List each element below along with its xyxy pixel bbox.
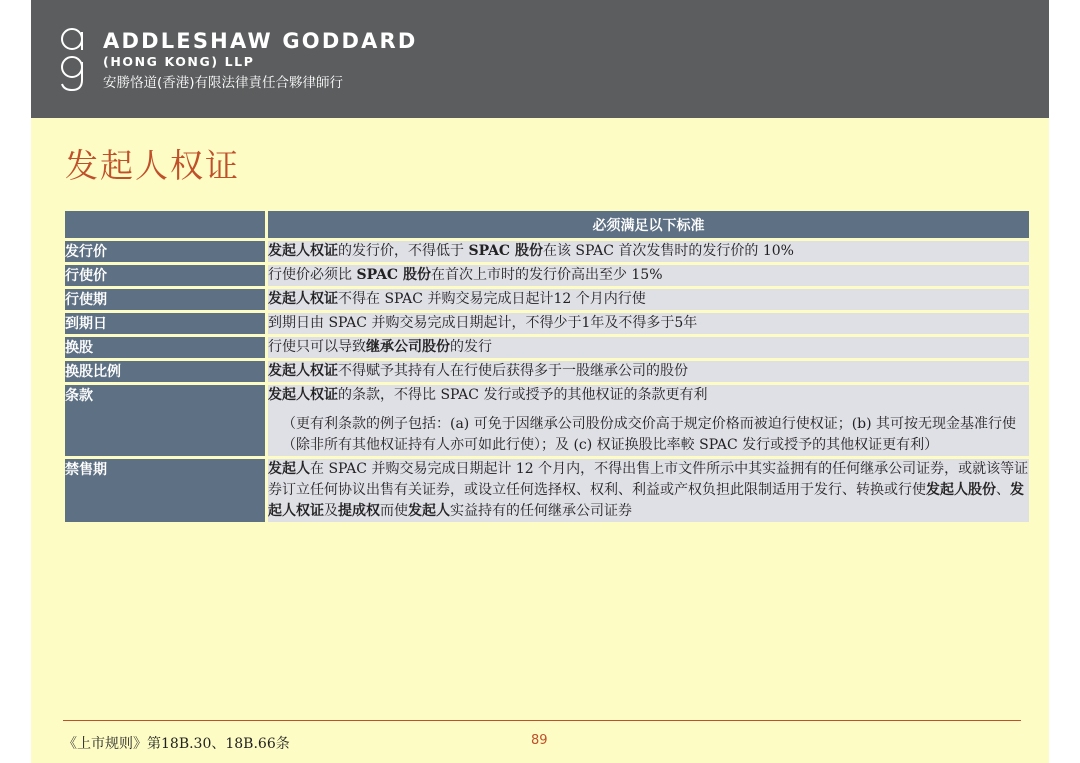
table-header-label: 必须满足以下标准 — [268, 211, 1029, 238]
bold-term: 发起人 — [268, 461, 310, 477]
table-row — [65, 385, 1029, 456]
firm-name: ADDLESHAW GODDARD — [103, 29, 418, 53]
row-content — [268, 459, 1029, 522]
bold-term: 发起人权证 — [268, 363, 338, 379]
table-row — [65, 289, 1029, 310]
row-content — [268, 265, 1029, 286]
text-segment: 在 SPAC 并购交易完成日期起计 12 个月内，不得出售上市文件所示中其实益拥有的任何继承公司证券，或就该等证券订立任何协议出售有关证券，或设立任何选择权、权利、利益或产权负担此限制适用于发行、转换或行使 — [268, 461, 1029, 498]
bold-term: 发起人权证 — [268, 482, 1024, 519]
text-segment: 实益持有的任何继承公司证券 — [450, 503, 632, 519]
firm-logo-icon — [55, 24, 89, 94]
row-label: 禁售期 — [65, 459, 265, 522]
row-text — [268, 313, 1029, 334]
text-segment: 及 — [324, 503, 338, 519]
text-segment: 、 — [996, 482, 1010, 498]
row-text — [268, 241, 1029, 262]
table-header-row — [65, 211, 1029, 238]
row-text — [268, 459, 1029, 522]
row-label: 条款 — [65, 385, 265, 456]
row-content — [268, 337, 1029, 358]
row-content — [268, 313, 1029, 334]
row-label: 行使期 — [65, 289, 265, 310]
footer-reference: 《上市规则》第18B.30、18B.66条 — [63, 736, 290, 752]
firm-subname: (HONG KONG) LLP — [103, 54, 255, 69]
table-row — [65, 313, 1029, 334]
row-content — [268, 361, 1029, 382]
bold-term: 继承公司股份 — [366, 339, 450, 355]
row-label: 发行价 — [65, 241, 265, 262]
row-text — [268, 337, 1029, 358]
text-segment: 的发行 — [450, 339, 492, 355]
row-content — [268, 241, 1029, 262]
row-label: 换股 — [65, 337, 265, 358]
bold-term: 发起人 — [408, 503, 450, 519]
table-row — [65, 459, 1029, 522]
table-row — [65, 361, 1029, 382]
text-segment: 不得赋予其持有人在行使后获得多于一股继承公司的股份 — [338, 363, 688, 379]
bold-term: 发起人股份 — [926, 482, 996, 498]
row-label: 到期日 — [65, 313, 265, 334]
bold-term: 发起人权证 — [268, 387, 338, 403]
slide — [31, 0, 1049, 763]
row-text — [268, 385, 1029, 406]
page-title: 发起人权证 — [65, 146, 240, 185]
page-number: 89 — [531, 733, 548, 748]
text-segment: 行使价必须比 — [268, 267, 357, 283]
row-text — [268, 361, 1029, 382]
table-header-blank — [65, 211, 265, 238]
text-segment: 在首次上市时的发行价高出至少 15% — [430, 267, 663, 283]
row-note: （更有利条款的例子包括：(a) 可免于因继承公司股份成交价高于规定价格而被迫行使权证；(b) 其可按无现金基准行使（除非所有其他权证持有人亦可如此行使）；及 (c) 权证换股比率較 SPAC 发行或授予的其他权证更有利） — [282, 416, 1017, 453]
bold-term: 发起人权证 — [268, 243, 338, 259]
row-label: 行使价 — [65, 265, 265, 286]
header-bar — [31, 0, 1049, 118]
text-segment: 的发行价，不得低于 — [338, 243, 469, 259]
bold-term: 提成权 — [338, 503, 380, 519]
table-row — [65, 265, 1029, 286]
row-label: 换股比例 — [65, 361, 265, 382]
bold-term: 发起人权证 — [268, 291, 338, 307]
bold-term: SPAC 股份 — [468, 243, 543, 259]
row-text — [268, 289, 1029, 310]
text-segment: 在该 SPAC 首次发售时的发行价的 10% — [542, 243, 794, 259]
table-row — [65, 337, 1029, 358]
table-row — [65, 241, 1029, 262]
text-segment: 行使只可以导致 — [268, 339, 366, 355]
footer-divider — [63, 720, 1021, 721]
text-segment: 到期日由 SPAC 并购交易完成日期起计，不得少于1年及不得多于5年 — [268, 315, 698, 331]
bold-term: SPAC 股份 — [356, 267, 431, 283]
text-segment: 的条款，不得比 SPAC 发行或授予的其他权证的条款更有利 — [338, 387, 708, 403]
row-content — [268, 385, 1029, 456]
firm-chinese-name: 安勝恪道(香港)有限法律責任合夥律師行 — [103, 75, 344, 91]
text-segment: 不得在 SPAC 并购交易完成日起计12 个月内行使 — [338, 291, 646, 307]
row-content — [268, 289, 1029, 310]
requirements-table — [62, 208, 1032, 525]
text-segment: 而使 — [380, 503, 408, 519]
row-text — [268, 265, 1029, 286]
